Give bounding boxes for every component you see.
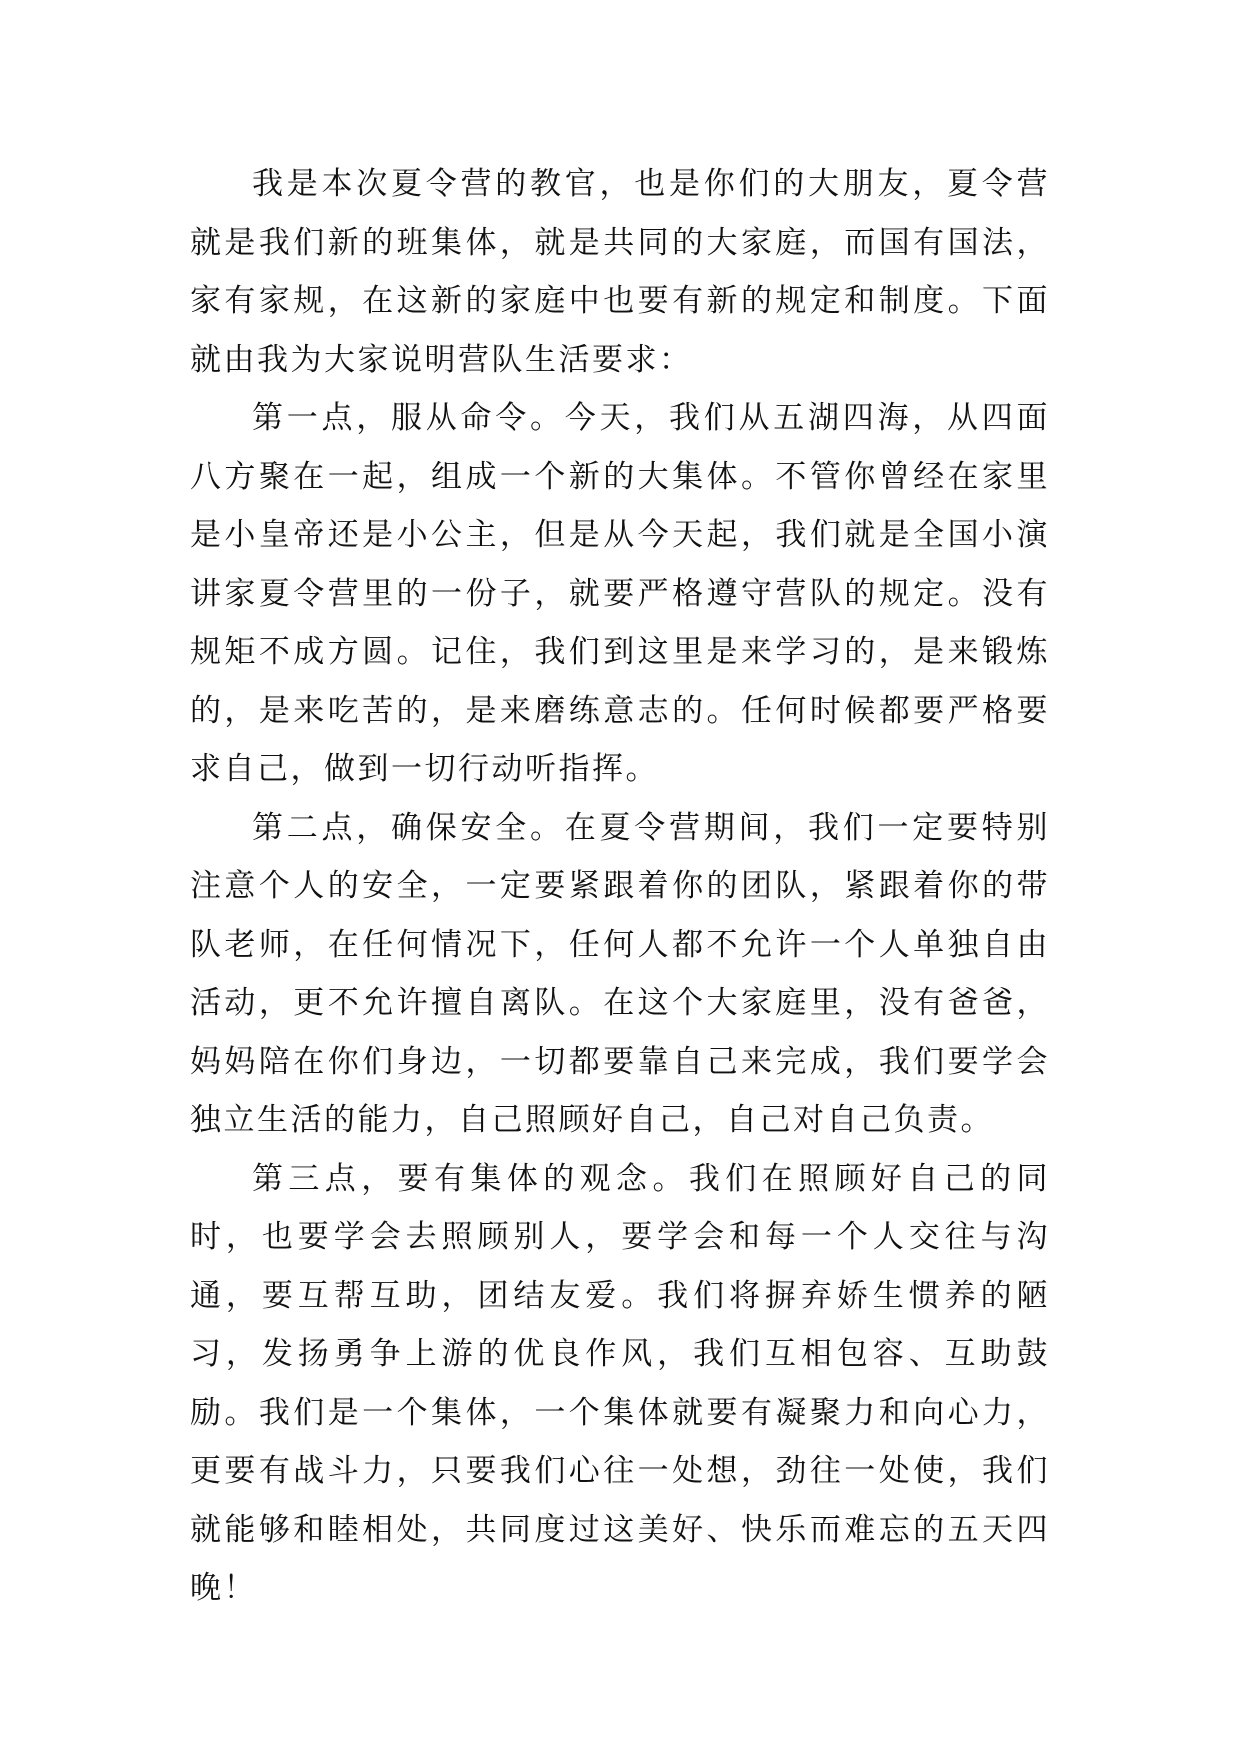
paragraph-point-one: 第一点，服从命令。今天，我们从五湖四海，从四面八方聚在一起，组成一个新的大集体。不管你曾经在家里是小皇帝还是小公主，但是从今天起，我们就是全国小演讲家夏令营里的一份子，就要严格遵守营队的规定。没有规矩不成方圆。记住，我们到这里是来学习的，是来锻炼的，是来吃苦的，是来磨练意志的。任何时候都要严格要求自己，做到一切行动听指挥。 xyxy=(190,400,1050,787)
document-body xyxy=(190,155,1050,1618)
paragraph-point-two: 第二点，确保安全。在夏令营期间，我们一定要特别注意个人的安全，一定要紧跟着你的团队，紧跟着你的带队老师，在任何情况下，任何人都不允许一个人单独自由活动，更不允许擅自离队。在这个大家庭里，没有爸爸，妈妈陪在你们身边，一切都要靠自己来完成，我们要学会独立生活的能力，自己照顾好自己，自己对自己负责。 xyxy=(190,809,1050,1138)
paragraph-intro: 我是本次夏令营的教官，也是你们的大朋友，夏令营就是我们新的班集体，就是共同的大家庭，而国有国法，家有家规，在这新的家庭中也要有新的规定和制度。下面就由我为大家说明营队生活要求： xyxy=(190,166,1050,378)
paragraph-point-three: 第三点，要有集体的观念。我们在照顾好自己的同时，也要学会去照顾别人，要学会和每一个人交往与沟通，要互帮互助，团结友爱。我们将摒弃娇生惯养的陋习，发扬勇争上游的优良作风，我们互相包容、互助鼓励。我们是一个集体，一个集体就要有凝聚力和向心力，更要有战斗力，只要我们心往一处想，劲往一处使，我们就能够和睦相处，共同度过这美好、快乐而难忘的五天四晚！ xyxy=(190,1160,1050,1606)
